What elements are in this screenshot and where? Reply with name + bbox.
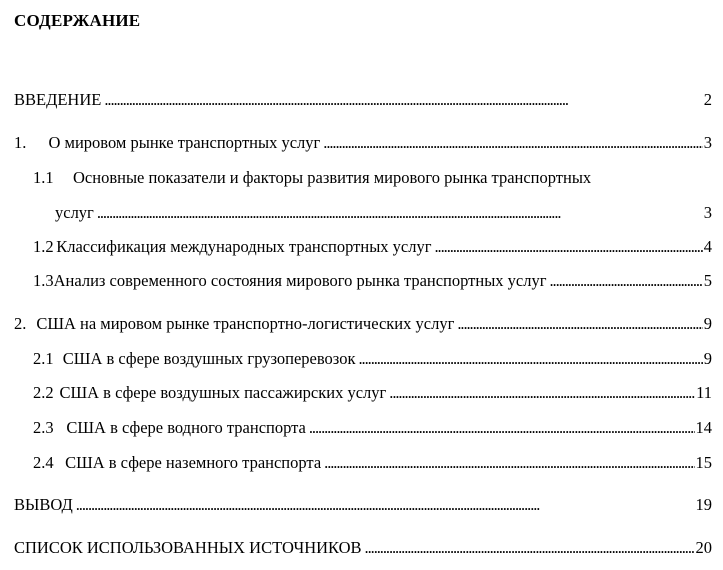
- toc-entry-number: 2.4: [33, 453, 54, 472]
- toc-entry-number: 2.2: [33, 383, 54, 402]
- dot-leader: [324, 453, 694, 473]
- toc-entry-text: О мировом рынке транспортных услуг: [48, 133, 321, 152]
- toc-entry-section-2-4[interactable]: [33, 453, 712, 473]
- toc-entry-page: 15: [695, 453, 712, 472]
- dot-leader: [323, 133, 702, 153]
- toc-entry-conclusion[interactable]: [14, 495, 712, 515]
- dot-leader: [359, 349, 703, 369]
- toc-entry-page: 19: [695, 495, 712, 514]
- toc-entry-text: США на мировом рынке транспортно-логистических услуг: [36, 314, 455, 333]
- toc-entry-number: 1.1: [33, 168, 54, 187]
- dot-leader: [549, 271, 702, 291]
- toc-entry-text: США в сфере наземного транспорта: [65, 453, 322, 472]
- toc-entry-text: США в сфере воздушных грузоперевозок: [62, 349, 356, 368]
- dot-leader: [457, 314, 702, 334]
- toc-entry-page: 11: [696, 383, 712, 402]
- toc-entry-page: 9: [703, 314, 712, 333]
- toc-entry-section-1-1-line2[interactable]: [55, 203, 712, 223]
- dot-leader: [104, 90, 702, 110]
- toc-entry-number: 2.1: [33, 349, 54, 368]
- dot-leader: [389, 383, 695, 403]
- toc-entry-text: ВВЕДЕНИЕ: [14, 90, 102, 109]
- toc-entry-text: СПИСОК ИСПОЛЬЗОВАННЫХ ИСТОЧНИКОВ: [14, 538, 362, 557]
- toc-entry-section-1-1-line1[interactable]: [33, 168, 591, 188]
- toc-entry-text: США в сфере водного транспорта: [66, 418, 306, 437]
- toc-entry-number: 2.: [14, 314, 27, 333]
- toc-title: СОДЕРЖАНИЕ: [14, 11, 141, 30]
- toc-entry-text: услуг: [55, 203, 94, 222]
- toc-entry-section-1-2[interactable]: [33, 237, 712, 257]
- toc-entry-references[interactable]: [14, 538, 712, 558]
- toc-entry-number: 1.2: [33, 237, 54, 256]
- toc-entry-page: 3: [703, 133, 712, 152]
- toc-entry-number: 1.3: [33, 271, 54, 290]
- toc-entry-page: 2: [703, 90, 712, 109]
- toc-entry-text: Анализ современного состояния мирового рынка транспортных услуг: [53, 271, 547, 290]
- dot-leader: [76, 495, 695, 515]
- dot-leader: [435, 237, 703, 257]
- toc-entry-page: 20: [695, 538, 712, 557]
- toc-entry-text: США в сфере воздушных пассажирских услуг: [59, 383, 387, 402]
- toc-entry-number: 1.: [14, 133, 27, 152]
- toc-entry-text: Основные показатели и факторы развития мирового рынка транспортных: [73, 168, 592, 187]
- toc-entry-section-2-2[interactable]: [33, 383, 712, 403]
- dot-leader: [365, 538, 695, 558]
- toc-entry-page: 3: [703, 203, 712, 222]
- toc-entry-text: ВЫВОД: [14, 495, 73, 514]
- toc-entry-chapter-1[interactable]: [14, 133, 712, 153]
- toc-entry-number: 2.3: [33, 418, 54, 437]
- toc-entry-page: 14: [695, 418, 712, 437]
- toc-entry-page: 4: [703, 237, 712, 256]
- toc-entry-page: 5: [703, 271, 712, 290]
- toc-entry-section-2-3[interactable]: [33, 418, 712, 438]
- toc-entry-section-2-1[interactable]: [33, 349, 712, 369]
- toc-entry-text: Классификация международных транспортных услуг: [56, 237, 432, 256]
- dot-leader: [97, 203, 703, 223]
- dot-leader: [309, 418, 695, 438]
- toc-entry-section-1-3[interactable]: [33, 271, 712, 291]
- toc-entry-page: 9: [703, 349, 712, 368]
- toc-entry-chapter-2[interactable]: [14, 314, 712, 334]
- toc-entry-introduction[interactable]: [14, 90, 712, 110]
